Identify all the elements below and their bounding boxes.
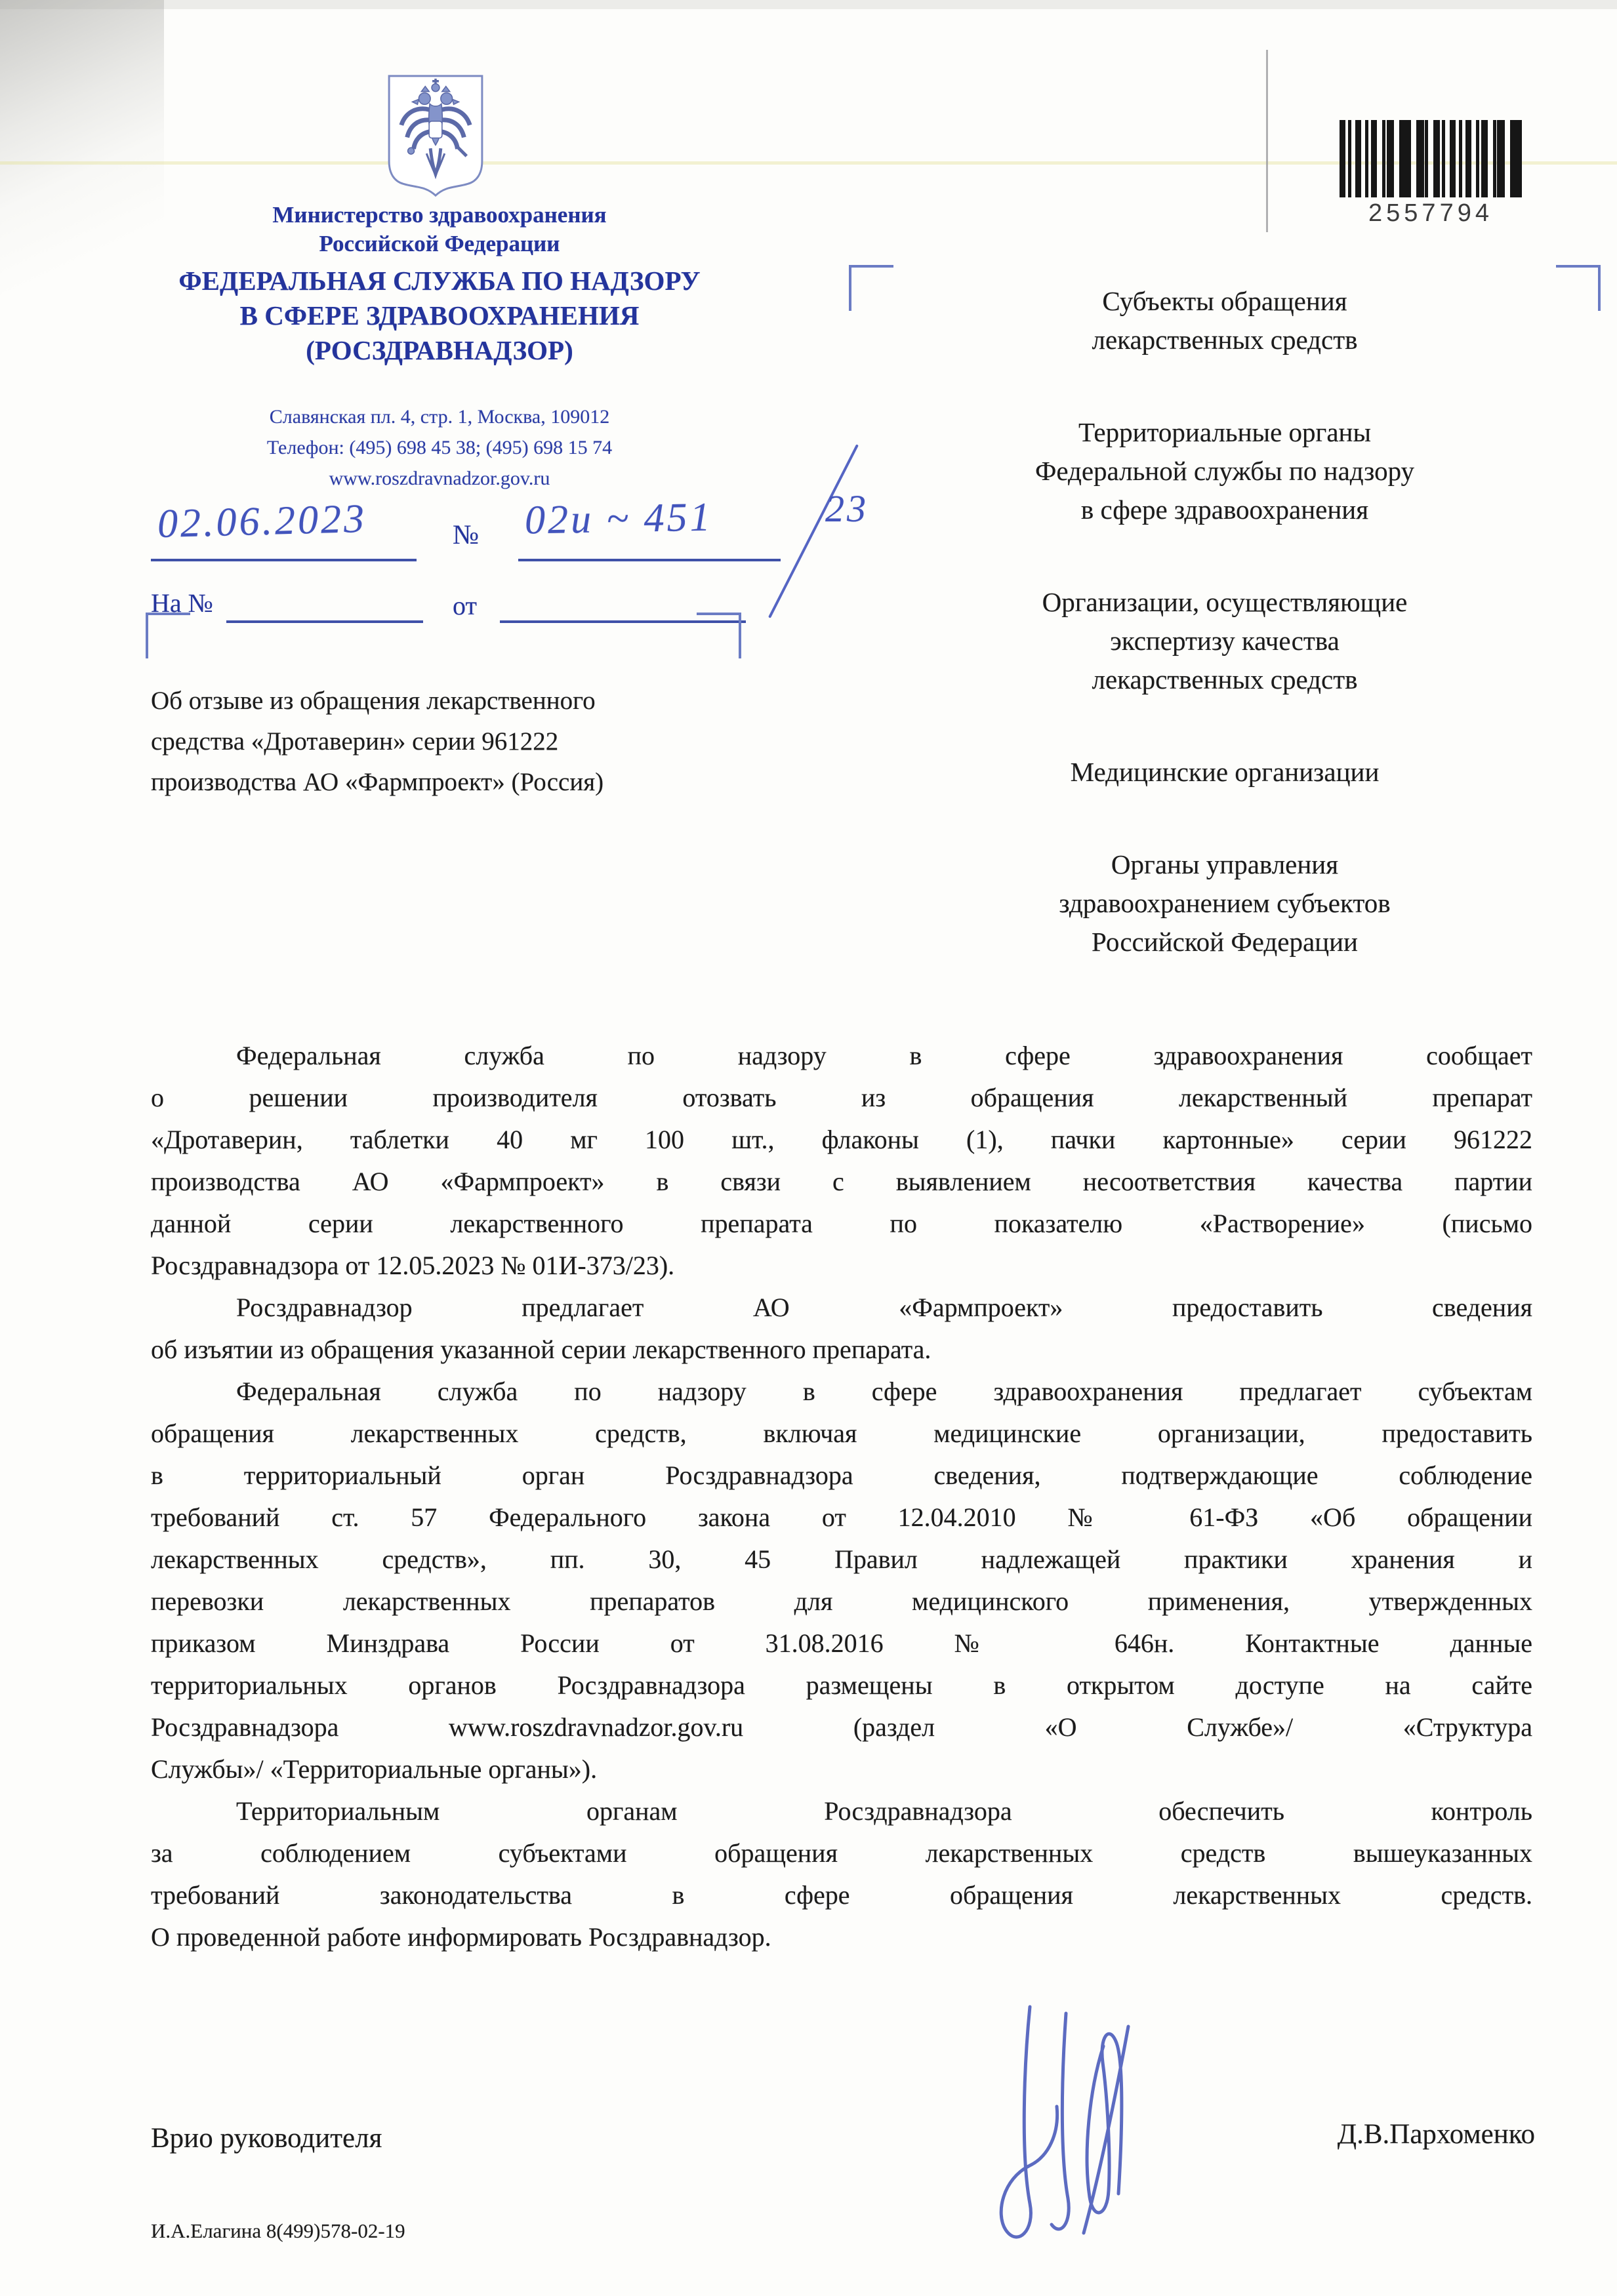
body-line: за соблюдением субъектами обращения лекарственных средств вышеуказанных: [151, 1838, 1532, 1868]
recipient-line: Медицинские организации: [1070, 757, 1380, 787]
reference-number-label: На №: [151, 588, 213, 618]
recipient-line: Российской Федерации: [1092, 927, 1358, 957]
body-line: Территориальным органам Росздравнадзора обеспечить контроль: [236, 1796, 1532, 1826]
handwritten-slash-stroke: [768, 444, 859, 618]
body-line: требований ст. 57 Федерального закона от 12.04.2010 № 61-ФЗ «Об обращении: [151, 1502, 1532, 1532]
body-line: лекарственных средств», пп. 30, 45 Правил надлежащей практики хранения и: [151, 1544, 1532, 1574]
body-line: о решении производителя отозвать из обращения лекарственный препарат: [151, 1083, 1532, 1112]
recipient-block: [872, 753, 1577, 792]
sender-address: [151, 401, 728, 494]
body-line: данной серии лекарственного препарата по показателю «Растворение» (письмо: [151, 1209, 1532, 1238]
body-line: перевозки лекарственных препаратов для медицинского применения, утвержденных: [151, 1586, 1532, 1616]
recipient-block: [872, 413, 1577, 529]
signature-stroke: [931, 1981, 1181, 2266]
recipient-line: Федеральной службы по надзору: [1034, 456, 1415, 486]
body-line: «Дротаверин, таблетки 40 мг 100 шт., флаконы (1), пачки картонные» серии 961222: [151, 1125, 1532, 1154]
reference-from-label: от: [453, 591, 477, 620]
body-line: обращения лекарственных средств, включая медицинские организации, предоставить: [151, 1419, 1532, 1448]
subject-line: производства АО «Фармпроект» (Россия): [151, 768, 604, 796]
service-line: В СФЕРЕ ЗДРАВООХРАНЕНИЯ: [239, 300, 640, 331]
recipients-list: [872, 282, 1577, 1015]
address-line: Славянская пл. 4, стр. 1, Москва, 109012: [269, 406, 610, 428]
body-line: приказом Минздрава России от 31.08.2016 № 646н. Контактные данные: [151, 1628, 1532, 1658]
signer-name: Д.В.Пархоменко: [1337, 2119, 1535, 2150]
recipient-line: в сфере здравоохранения: [1080, 494, 1369, 525]
letter-subject: [151, 681, 794, 803]
ministry-line: Российской Федерации: [319, 231, 560, 256]
outgoing-number-suffix-handwritten: 23: [825, 487, 869, 530]
recipient-line: Территориальные органы: [1078, 417, 1372, 447]
reference-number-underline: [226, 620, 423, 623]
body-line: О проведенной работе информировать Росздравнадзор.: [151, 1922, 771, 1952]
recipient-line: лекарственных средств: [1092, 664, 1358, 695]
scan-artifact-top-edge: [0, 0, 1617, 9]
barcode: [1340, 120, 1522, 197]
outgoing-number-handwritten: 02и ~ 451: [524, 494, 714, 543]
body-line: требований законодательства в сфере обращения лекарственных средств.: [151, 1880, 1532, 1910]
recipient-block: [872, 583, 1577, 699]
service-name: [151, 264, 728, 368]
executor-contact: И.А.Елагина 8(499)578-02-19: [151, 2219, 405, 2242]
recipient-line: здравоохранением субъектов: [1059, 888, 1391, 918]
recipient-block: [872, 845, 1577, 961]
ministry-line: Министерство здравоохранения: [272, 202, 607, 228]
body-line: Росздравнадзора www.roszdravnadzor.gov.ru (раздел «О Службе»/ «Структура: [151, 1712, 1532, 1742]
number-sign-label: №: [453, 520, 480, 550]
address-line: www.roszdravnadzor.gov.ru: [329, 468, 550, 489]
body-line: Федеральная служба по надзору в сфере здравоохранения сообщает: [236, 1041, 1532, 1070]
body-line: территориальных органов Росздравнадзора размещены в открытом доступе на сайте: [151, 1670, 1532, 1700]
date-underline: [151, 559, 417, 561]
body-line: Росздравнадзор предлагает АО «Фармпроект» предоставить сведения: [236, 1293, 1532, 1322]
subject-corner-bracket-right: [697, 613, 741, 658]
number-underline: [518, 559, 781, 561]
subject-corner-bracket-left: [146, 613, 190, 658]
body-line: производства АО «Фармпроект» в связи с выявлением несоответствия качества партии: [151, 1167, 1532, 1196]
subject-line: средства «Дротаверин» серии 961222: [151, 727, 559, 755]
recipient-line: экспертизу качества: [1110, 626, 1340, 656]
recipient-block: [872, 282, 1577, 359]
body-line: Росздравнадзора от 12.05.2023 № 01И-373/23).: [151, 1251, 675, 1280]
body-line: об изъятии из обращения указанной серии лекарственного препарата.: [151, 1335, 931, 1364]
ministry-name: [151, 201, 728, 258]
outgoing-date-handwritten: 02.06.2023: [157, 496, 367, 547]
body-text: [151, 1035, 1532, 1958]
scan-artifact-corner: [0, 0, 164, 308]
coat-of-arms-icon: [384, 72, 487, 201]
recipient-line: Субъекты обращения: [1102, 286, 1347, 316]
subject-line: Об отзыве из обращения лекарственного: [151, 687, 596, 715]
service-line: (РОСЗДРАВНАДЗОР): [306, 335, 573, 365]
signer-position: Врио руководителя: [151, 2123, 382, 2154]
recipient-line: Органы управления: [1111, 849, 1339, 879]
body-line: Службы»/ «Территориальные органы»).: [151, 1754, 598, 1784]
recipient-line: Организации, осуществляющие: [1042, 587, 1408, 617]
recipient-line: лекарственных средств: [1092, 325, 1358, 355]
barcode-number: 2557794: [1368, 199, 1493, 227]
body-line: Федеральная служба по надзору в сфере здравоохранения предлагает субъектам: [236, 1377, 1532, 1406]
scan-artifact-vertical-line: [1266, 50, 1268, 232]
service-line: ФЕДЕРАЛЬНАЯ СЛУЖБА ПО НАДЗОРУ: [178, 266, 701, 296]
address-line: Телефон: (495) 698 45 38; (495) 698 15 74: [266, 437, 613, 458]
body-line: в территориальный орган Росздравнадзора сведения, подтверждающие соблюдение: [151, 1460, 1532, 1490]
